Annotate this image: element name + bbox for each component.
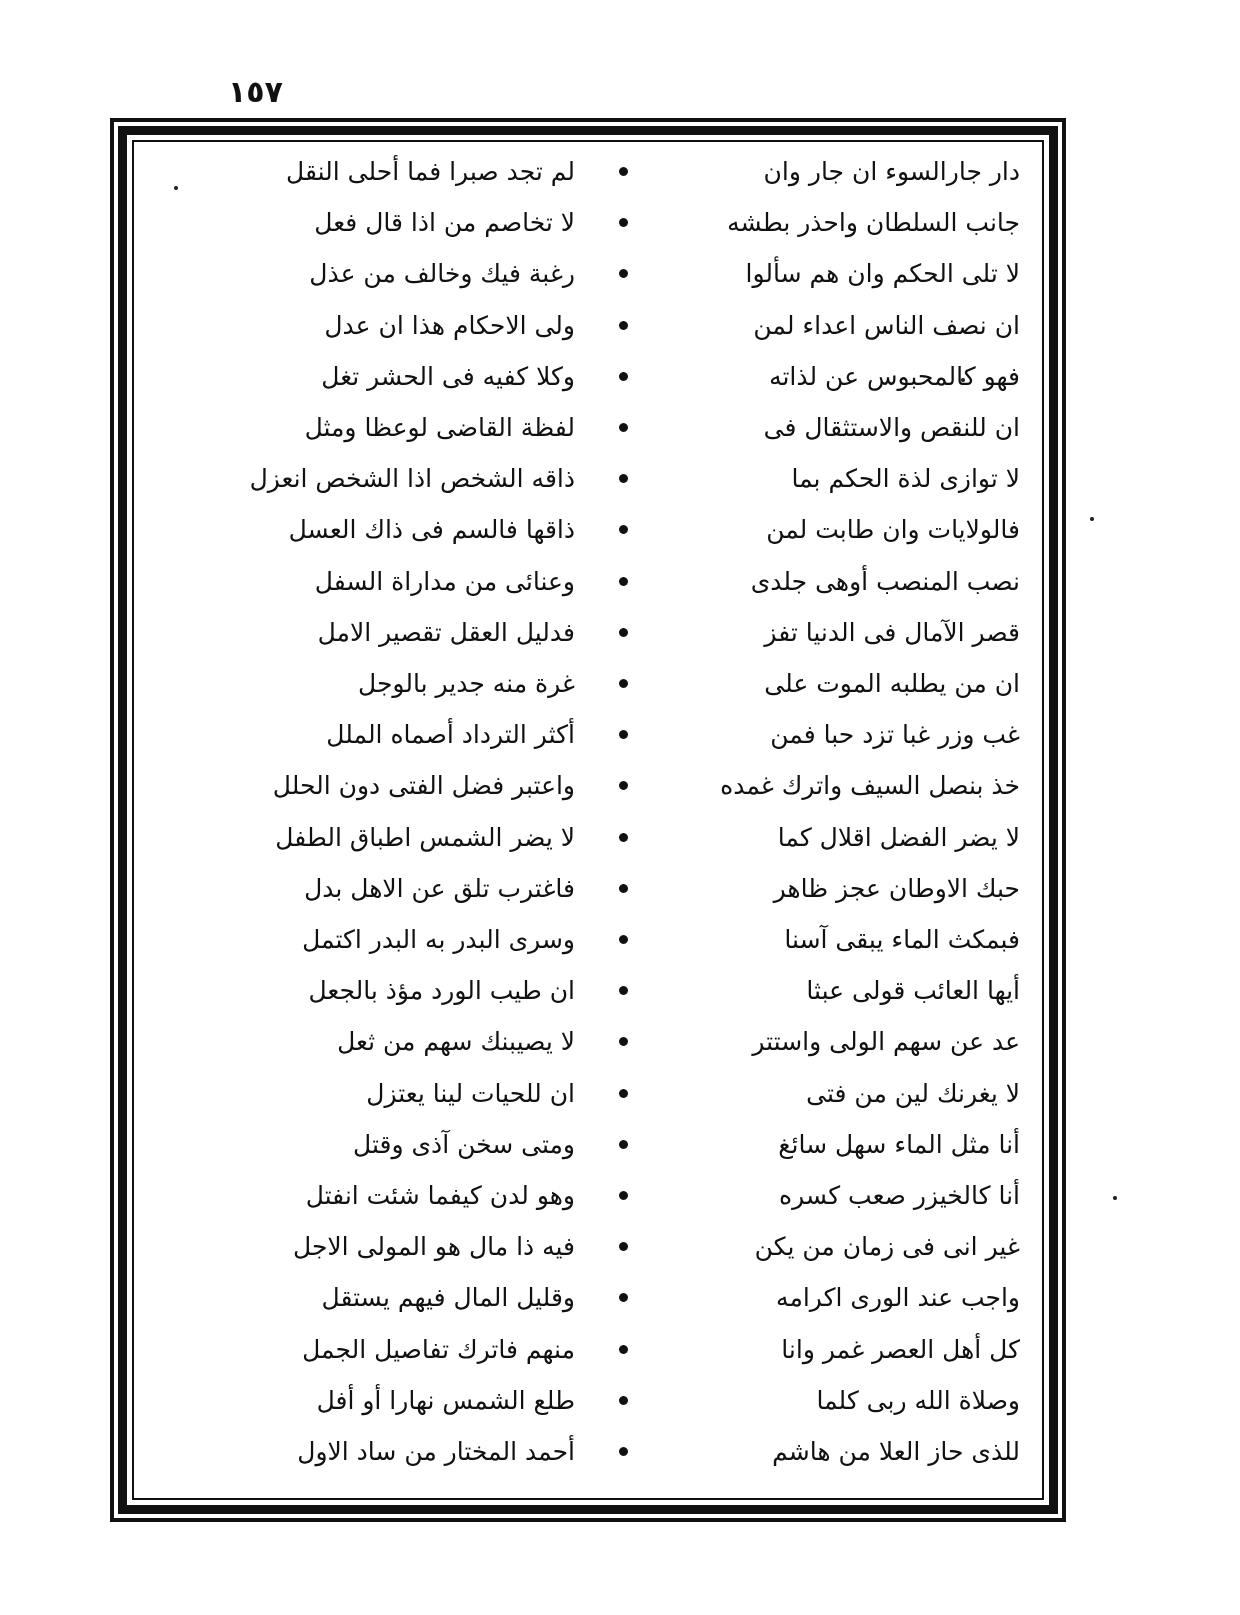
verse-second-hemistich: رغبة فيك وخالف من عذل xyxy=(309,259,575,289)
poem-verses xyxy=(180,150,1020,1495)
verse-line xyxy=(180,611,1020,655)
verse-first-hemistich: فهو كالمحبوس عن لذاته xyxy=(769,361,1020,391)
verse-first-hemistich: لا يغرنك لين من فتى xyxy=(806,1078,1020,1108)
verse-first-hemistich: كل أهل العصر غمر وانا xyxy=(781,1334,1020,1364)
print-speck xyxy=(1090,517,1094,521)
verse-second-hemistich: ومتى سخن آذى وقتل xyxy=(353,1129,575,1159)
verse-line xyxy=(180,867,1020,911)
hemistich-separator-dot xyxy=(619,781,628,790)
verse-line xyxy=(180,1276,1020,1320)
verse-second-hemistich: غرة منه جدير بالوجل xyxy=(358,669,575,698)
verse-first-hemistich: فالولايات وان طابت لمن xyxy=(766,515,1020,545)
verse-first-hemistich: دار جارالسوء ان جار وان xyxy=(763,157,1020,186)
hemistich-separator-dot xyxy=(619,730,628,739)
verse-first-hemistich: وصلاة الله ربى كلما xyxy=(816,1385,1020,1415)
verse-line xyxy=(180,406,1020,450)
verse-first-hemistich: لا يضر الفضل اقلال كما xyxy=(777,822,1020,852)
verse-line xyxy=(180,508,1020,552)
verse-second-hemistich: وعنائى من مداراة السفل xyxy=(314,566,575,596)
verse-line xyxy=(180,1430,1020,1474)
verse-line xyxy=(180,201,1020,245)
print-speck xyxy=(1113,1196,1117,1200)
hemistich-separator-dot xyxy=(619,986,628,995)
verse-line xyxy=(180,1174,1020,1218)
verse-first-hemistich: فبمكث الماء يبقى آسنا xyxy=(784,925,1020,954)
verse-first-hemistich: واجب عند الورى اكرامه xyxy=(776,1283,1020,1313)
hemistich-separator-dot xyxy=(619,577,628,586)
verse-line xyxy=(180,1379,1020,1423)
verse-second-hemistich: لا تخاصم من اذا قال فعل xyxy=(314,208,575,238)
verse-second-hemistich: ولى الاحكام هذا ان عدل xyxy=(324,310,575,340)
verse-first-hemistich: للذى حاز العلا من هاشم xyxy=(772,1437,1020,1466)
verse-line xyxy=(180,816,1020,860)
verse-first-hemistich: قصر الآمال فى الدنيا تفز xyxy=(764,617,1020,647)
hemistich-separator-dot xyxy=(619,423,628,432)
verse-second-hemistich: طلع الشمس نهارا أو أفل xyxy=(316,1385,575,1415)
verse-first-hemistich: لا توازى لذة الحكم بما xyxy=(791,464,1020,494)
verse-second-hemistich: وسرى البدر به البدر اكتمل xyxy=(302,925,575,954)
hemistich-separator-dot xyxy=(619,628,628,637)
hemistich-separator-dot xyxy=(619,1191,628,1200)
hemistich-separator-dot xyxy=(619,833,628,842)
verse-first-hemistich: ان من يطلبه الموت على xyxy=(764,669,1020,698)
verse-line xyxy=(180,1072,1020,1116)
verse-first-hemistich: غير انى فى زمان من يكن xyxy=(754,1232,1020,1262)
verse-second-hemistich: أحمد المختار من ساد الاول xyxy=(297,1437,575,1466)
hemistich-separator-dot xyxy=(619,474,628,483)
verse-second-hemistich: منهم فاترك تفاصيل الجمل xyxy=(302,1334,575,1364)
verse-second-hemistich: لا يصيبنك سهم من ثعل xyxy=(337,1027,575,1057)
hemistich-separator-dot xyxy=(619,935,628,944)
verse-second-hemistich: لفظة القاضى لوعظا ومثل xyxy=(304,413,575,442)
verse-first-hemistich: خذ بنصل السيف واترك غمده xyxy=(720,771,1020,801)
verse-second-hemistich: وكلا كفيه فى الحشر تغل xyxy=(321,361,575,391)
hemistich-separator-dot xyxy=(619,1140,628,1149)
verse-second-hemistich: لم تجد صبرا فما أحلى النقل xyxy=(286,157,575,186)
verse-line xyxy=(180,662,1020,706)
verse-line xyxy=(180,764,1020,808)
verse-first-hemistich: ان نصف الناس اعداء لمن xyxy=(753,310,1020,340)
verse-line xyxy=(180,969,1020,1013)
verse-first-hemistich: غب وزر غبا تزد حبا فمن xyxy=(770,720,1020,750)
verse-second-hemistich: فيه ذا مال هو المولى الاجل xyxy=(293,1232,575,1262)
verse-first-hemistich: حبك الاوطان عجز ظاهر xyxy=(773,873,1020,903)
page-number: ١٥٧ xyxy=(228,75,283,110)
hemistich-separator-dot xyxy=(619,218,628,227)
verse-first-hemistich: نصب المنصب أوهى جلدى xyxy=(750,566,1020,596)
verse-second-hemistich: أكثر الترداد أصماه الملل xyxy=(326,720,575,750)
verse-line xyxy=(180,918,1020,962)
verse-first-hemistich: ان للنقص والاستثقال فى xyxy=(763,413,1020,442)
verse-second-hemistich: ان للحيات لينا يعتزل xyxy=(366,1078,575,1108)
hemistich-separator-dot xyxy=(619,1293,628,1302)
verse-second-hemistich: فاغترب تلق عن الاهل بدل xyxy=(304,873,575,903)
hemistich-separator-dot xyxy=(619,167,628,176)
verse-line xyxy=(180,713,1020,757)
verse-line xyxy=(180,252,1020,296)
verse-first-hemistich: أيها العائب قولى عبثا xyxy=(806,976,1020,1006)
hemistich-separator-dot xyxy=(619,1396,628,1405)
hemistich-separator-dot xyxy=(619,372,628,381)
verse-line xyxy=(180,457,1020,501)
verse-line xyxy=(180,560,1020,604)
verse-line xyxy=(180,304,1020,348)
hemistich-separator-dot xyxy=(619,1242,628,1251)
verse-second-hemistich: وقليل المال فيهم يستقل xyxy=(321,1283,575,1313)
verse-first-hemistich: أنا كالخيزر صعب كسره xyxy=(779,1181,1020,1210)
verse-line xyxy=(180,1123,1020,1167)
verse-line xyxy=(180,1020,1020,1064)
hemistich-separator-dot xyxy=(619,679,628,688)
hemistich-separator-dot xyxy=(619,1037,628,1046)
verse-second-hemistich: فدليل العقل تقصير الامل xyxy=(317,617,575,647)
verse-line xyxy=(180,1328,1020,1372)
verse-first-hemistich: جانب السلطان واحذر بطشه xyxy=(727,208,1020,238)
verse-second-hemistich: ذاقه الشخص اذا الشخص انعزل xyxy=(249,464,575,494)
verse-second-hemistich: ذاقها فالسم فى ذاك العسل xyxy=(288,515,575,545)
hemistich-separator-dot xyxy=(619,1345,628,1354)
verse-line xyxy=(180,1225,1020,1269)
verse-second-hemistich: وهو لدن كيفما شئت انفتل xyxy=(305,1181,575,1210)
hemistich-separator-dot xyxy=(619,884,628,893)
verse-first-hemistich: أنا مثل الماء سهل سائغ xyxy=(778,1129,1020,1159)
print-speck xyxy=(174,186,178,190)
hemistich-separator-dot xyxy=(619,1447,628,1456)
verse-first-hemistich: لا تلى الحكم وان هم سألوا xyxy=(745,259,1020,289)
hemistich-separator-dot xyxy=(619,321,628,330)
verse-second-hemistich: لا يضر الشمس اطباق الطفل xyxy=(275,822,575,852)
verse-line xyxy=(180,355,1020,399)
verse-second-hemistich: ان طيب الورد مؤذ بالجعل xyxy=(308,976,575,1006)
hemistich-separator-dot xyxy=(619,1089,628,1098)
verse-first-hemistich: عد عن سهم الولى واستتر xyxy=(752,1027,1020,1057)
hemistich-separator-dot xyxy=(619,269,628,278)
hemistich-separator-dot xyxy=(619,525,628,534)
verse-second-hemistich: واعتبر فضل الفتى دون الحلل xyxy=(272,771,575,801)
verse-line xyxy=(180,150,1020,194)
